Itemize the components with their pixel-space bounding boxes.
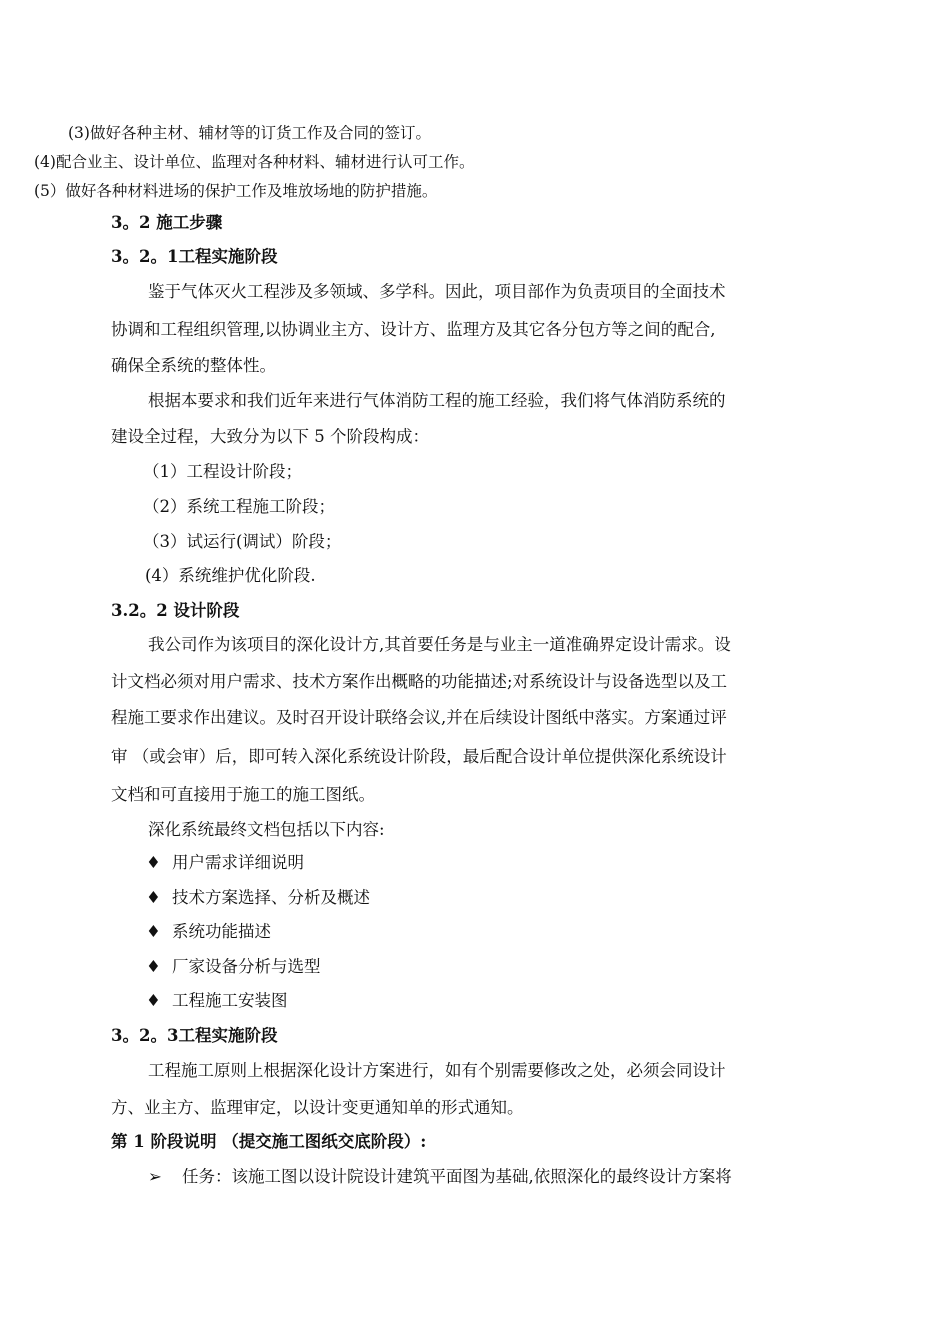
diamond-bullet-icon: ♦ [146,991,161,1010]
paragraph-2-line-1: 根据本要求和我们近年来进行气体消防工程的施工经验，我们将气体消防系统的 [148,391,726,410]
task-text: 任务：该施工图以设计院设计建筑平面图为基础,依照深化的最终设计方案将 [182,1167,732,1186]
deliverable-text: 工程施工安装图 [172,991,288,1010]
paragraph-3-line-2: 计文档必须对用户需求、技术方案作出概略的功能描述;对系统设计与设备选型以及工 [111,672,728,691]
stage-1-heading: 第 1 阶段说明 （提交施工图纸交底阶段）: [111,1132,427,1151]
paragraph-2-line-2: 建设全过程，大致分为以下 5 个阶段构成： [111,427,429,446]
deliverable-text: 厂家设备分析与选型 [172,957,321,976]
heading-3-2: 3。2 施工步骤 [111,213,223,232]
heading-3-2-3: 3。2。3工程实施阶段 [111,1026,278,1045]
deliverable-text: 用户需求详细说明 [172,853,304,872]
paragraph-5-line-2: 方、业主方、监理审定，以设计变更通知单的形式通知。 [111,1098,524,1117]
deliverable-item [146,990,288,1012]
paragraph-3-line-5: 文档和可直接用于施工的施工图纸。 [111,785,375,804]
paragraph-3-line-1: 我公司作为该项目的深化设计方,其首要任务是与业主一道准确界定设计需求。设 [148,635,731,654]
stage-item-4: (4）系统维护优化阶段. [145,566,316,585]
paragraph-4: 深化系统最终文档包括以下内容: [148,820,385,839]
diamond-bullet-icon: ♦ [146,853,161,872]
heading-3-2-1: 3。2。1工程实施阶段 [111,247,278,266]
stage-item-2: （2）系统工程施工阶段； [143,497,335,516]
deliverable-item [146,921,271,943]
list-item-5: (5）做好各种材料进场的保护工作及堆放场地的防护措施。 [34,182,438,200]
deliverable-text: 系统功能描述 [172,922,271,941]
diamond-bullet-icon: ♦ [146,922,161,941]
diamond-bullet-icon: ♦ [146,957,161,976]
paragraph-5-line-1: 工程施工原则上根据深化设计方案进行，如有个别需要修改之处，必须会同设计 [148,1061,726,1080]
deliverable-text: 技术方案选择、分析及概述 [172,888,370,907]
deliverable-item [146,887,370,909]
arrow-bullet-icon: ➢ [148,1167,162,1186]
paragraph-1-line-2: 协调和工程组织管理,以协调业主方、设计方、监理方及其它各分包方等之间的配合, [111,320,716,339]
list-item-4: (4)配合业主、设计单位、监理对各种材料、辅材进行认可工作。 [34,153,475,171]
diamond-bullet-icon: ♦ [146,888,161,907]
paragraph-3-line-4: 审 （或会审）后，即可转入深化系统设计阶段，最后配合设计单位提供深化系统设计 [111,747,727,766]
stage-item-1: （1）工程设计阶段； [143,462,302,481]
stage-item-3: （3）试运行(调试）阶段； [143,532,342,551]
deliverable-item [146,956,321,978]
list-item-3: (3)做好各种主材、辅材等的订货工作及合同的签订。 [68,124,431,142]
heading-3-2-2: 3.2。2 设计阶段 [111,601,240,620]
deliverable-item [146,852,304,874]
task-item [148,1166,732,1188]
paragraph-1-line-3: 确保全系统的整体性。 [111,356,276,375]
paragraph-3-line-3: 程施工要求作出建议。及时召开设计联络会议,并在后续设计图纸中落实。方案通过评 [111,708,727,727]
paragraph-1-line-1: 鉴于气体灭火工程涉及多领域、多学科。因此，项目部作为负责项目的全面技术 [148,282,726,301]
